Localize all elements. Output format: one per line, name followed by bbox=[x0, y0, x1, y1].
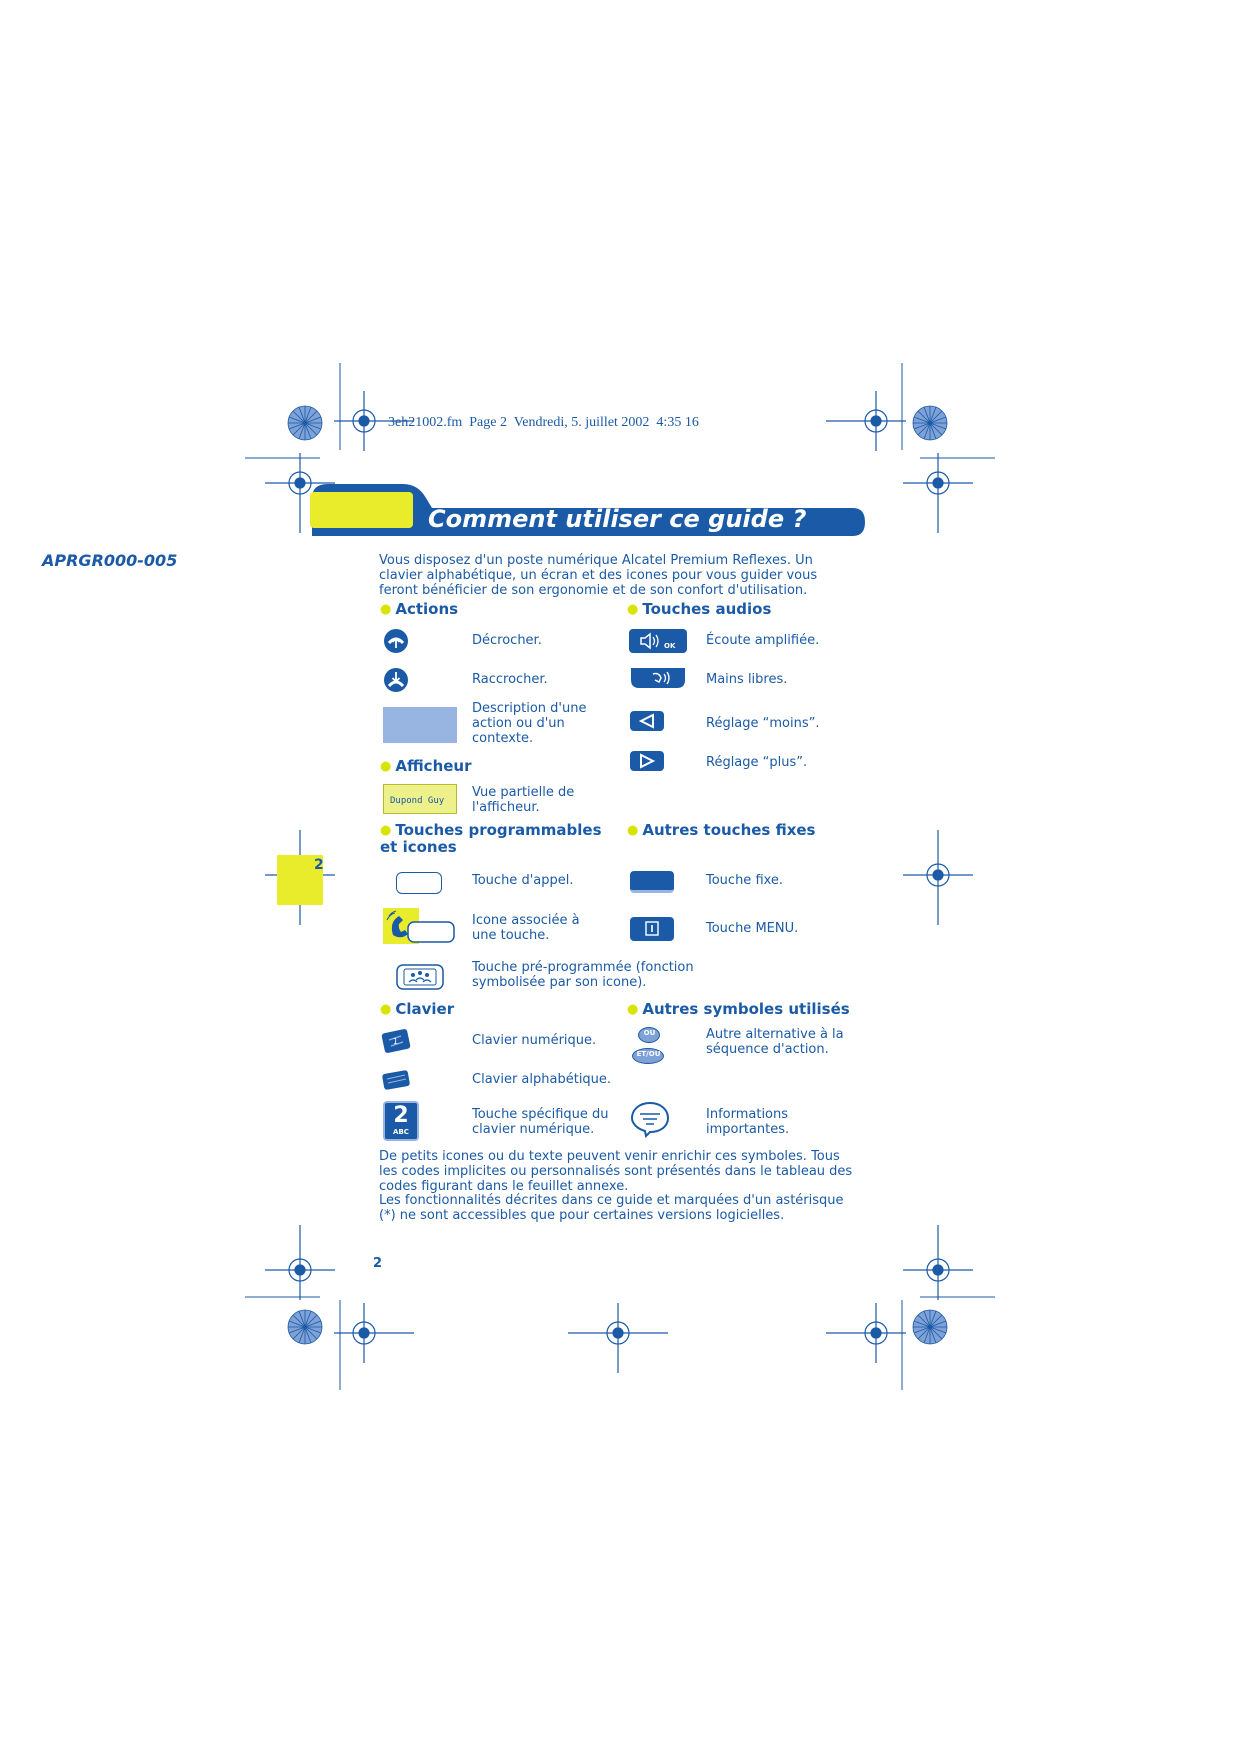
keyboard-label: Clavier numérique. bbox=[472, 1033, 597, 1048]
display-label: Vue partielle de l'afficheur. bbox=[472, 785, 575, 815]
info-bubble-icon bbox=[630, 1100, 670, 1138]
volume-minus-icon bbox=[630, 710, 664, 732]
page-number: 2 bbox=[373, 1256, 383, 1271]
symbol-label: Informations importantes. bbox=[706, 1107, 790, 1137]
svg-text:OK: OK bbox=[664, 642, 676, 650]
handsfree-key-icon bbox=[629, 666, 687, 690]
ou-symbol-text: OU bbox=[643, 1029, 656, 1037]
actions-heading: ● Actions bbox=[380, 600, 459, 618]
fixed-keys-heading: ● Autres touches fixes bbox=[627, 821, 816, 839]
footer-paragraph-1: De petits icones ou du texte peuvent venir enrichir ces symboles. Tous les codes implicites ou personnalisés sont présentés dans le tableau des codes figurant dans le feuillet annexe. bbox=[379, 1149, 853, 1194]
speaker-key-icon bbox=[629, 629, 687, 653]
menu-key-icon bbox=[630, 917, 674, 941]
numeric-key-digit: 2 bbox=[393, 1103, 409, 1128]
keyboard-label: Clavier alphabétique. bbox=[472, 1072, 612, 1087]
action-label: Décrocher. bbox=[472, 633, 542, 648]
programmable-label: Touche d'appel. bbox=[472, 873, 574, 888]
audio-heading: ● Touches audios bbox=[627, 600, 772, 618]
numeric-keypad-icon bbox=[381, 1028, 411, 1054]
programmable-heading: ● Touches programmables et icones bbox=[380, 821, 602, 856]
action-label: Raccrocher. bbox=[472, 672, 548, 687]
display-heading: ● Afficheur bbox=[380, 757, 472, 775]
action-description-box bbox=[383, 707, 457, 743]
display-screen-text: Dupond Guy bbox=[390, 796, 445, 806]
action-label: Description d'une action ou d'un contexte. bbox=[472, 701, 587, 746]
symbols-heading: ● Autres symboles utilisés bbox=[627, 1000, 850, 1018]
keyboard-heading: ● Clavier bbox=[380, 1000, 455, 1018]
fixed-key-label: Touche fixe. bbox=[706, 873, 784, 888]
intro-paragraph: Vous disposez d'un poste numérique Alcatel Premium Reflexes. Un clavier alphabétique, un écran et des icones pour vous guider vous feront bénéficier de son ergonomie et de son confort d'utilisation. bbox=[379, 553, 818, 598]
programmable-label: Icone associée à une touche. bbox=[472, 913, 580, 943]
audio-label: Réglage “plus”. bbox=[706, 755, 808, 770]
off-hook-icon bbox=[383, 628, 409, 654]
numeric-key-letters: ABC bbox=[393, 1128, 409, 1136]
hang-up-icon bbox=[383, 667, 409, 693]
svg-text:1: 1 bbox=[393, 1037, 399, 1046]
chapter-tab-number: 2 bbox=[314, 857, 324, 873]
audio-label: Écoute amplifiée. bbox=[706, 633, 820, 648]
symbol-label: Autre alternative à la séquence d'action. bbox=[706, 1027, 844, 1057]
audio-label: Réglage “moins”. bbox=[706, 716, 820, 731]
etou-symbol-text: ET/OU bbox=[636, 1050, 661, 1058]
call-key-icon bbox=[396, 872, 442, 894]
keyboard-label: Touche spécifique du clavier numérique. bbox=[472, 1107, 609, 1137]
phone-key-icon bbox=[383, 908, 457, 948]
fixed-key-icon bbox=[630, 871, 674, 893]
programmable-label: Touche pré-programmée (fonction symbolisée par son icone). bbox=[472, 960, 694, 990]
footer-paragraph-2: Les fonctionnalités décrites dans ce guide et marquées d'un astérisque (*) ne sont accessibles que pour certaines versions logicielles. bbox=[379, 1193, 844, 1223]
document-code: APRGR000-005 bbox=[42, 551, 178, 570]
page-title: Comment utiliser ce guide ? bbox=[428, 505, 807, 533]
audio-label: Mains libres. bbox=[706, 672, 788, 687]
volume-plus-icon bbox=[630, 750, 664, 772]
alpha-keyboard-icon bbox=[381, 1069, 411, 1091]
fixed-key-label: Touche MENU. bbox=[706, 921, 799, 936]
preprogrammed-key-icon bbox=[396, 964, 444, 990]
file-info-line: 3eh21002.fm Page 2 Vendredi, 5. juillet 2002 4:35 16 bbox=[388, 415, 699, 430]
